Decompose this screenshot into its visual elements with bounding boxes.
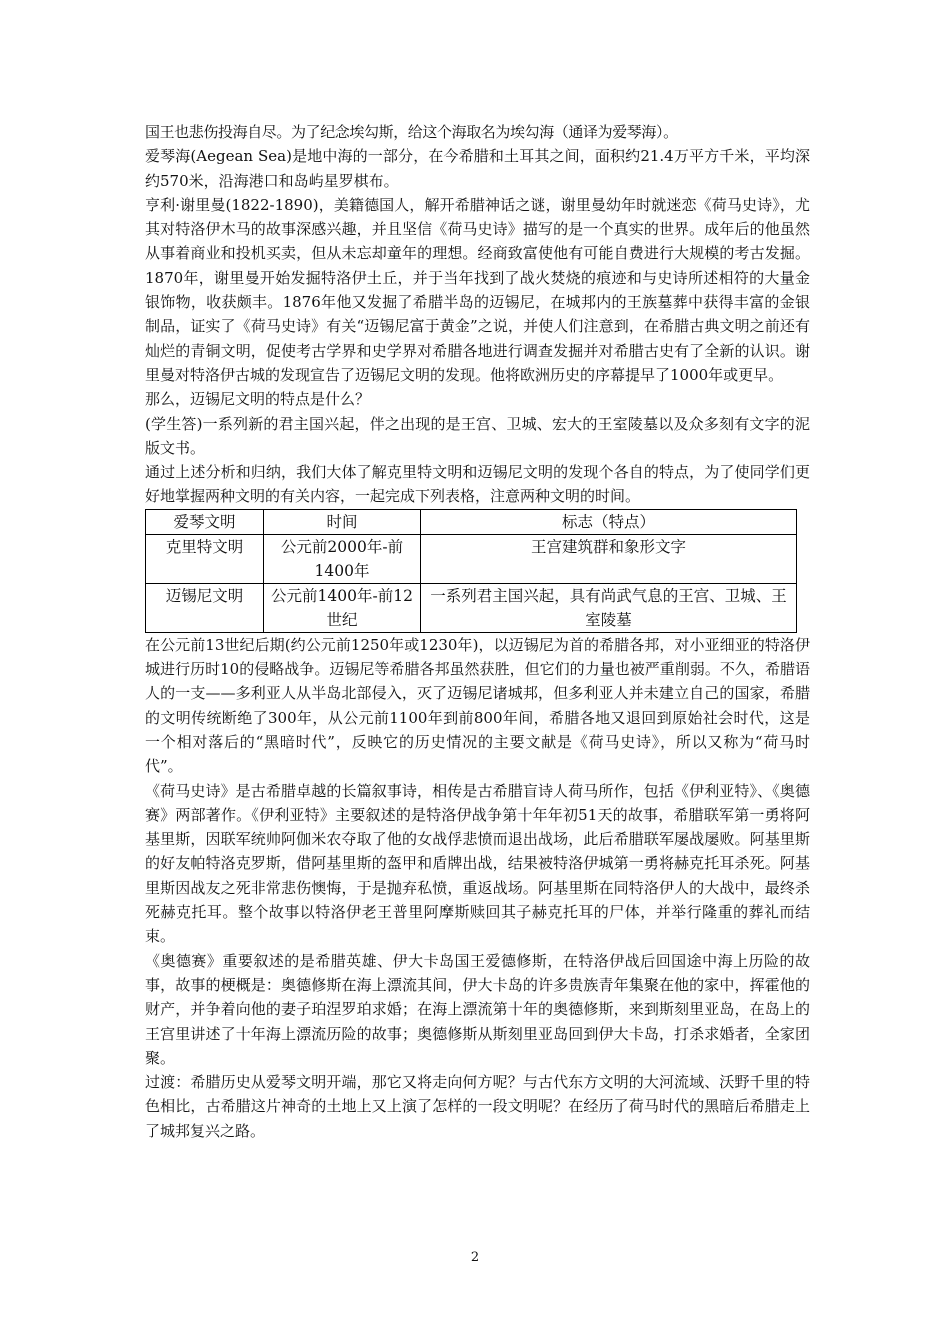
table-cell: 王宫建筑群和象形文字 bbox=[421, 534, 797, 583]
paragraph-transition: 过渡：希腊历史从爱琴文明开端，那它又将走向何方呢？与古代东方文明的大河流域、沃野千里的特色相比，古希腊这片神奇的土地上又上演了怎样的一段文明呢？在经历了荷马时代的黑暗后希腊走上了城邦复兴之路。 bbox=[145, 1073, 810, 1140]
paragraph-table-intro: 通过上述分析和归纳，我们大体了解克里特文明和迈锡尼文明的发现个各自的特点，为了使同学们更好地掌握两种文明的有关内容，一起完成下列表格，注意两种文明的时间。 bbox=[145, 463, 810, 506]
page-number: 2 bbox=[470, 1250, 480, 1265]
table-cell: 公元前1400年-前12世纪 bbox=[264, 583, 421, 632]
table-header-cell: 标志（特点） bbox=[421, 509, 797, 534]
table-header-row bbox=[146, 509, 797, 534]
table-cell: 公元前2000年-前1400年 bbox=[264, 534, 421, 583]
civilization-table bbox=[145, 509, 797, 633]
paragraph-question: 那么，迈锡尼文明的特点是什么？ bbox=[145, 390, 371, 409]
paragraph-schliemann: 亨利·谢里曼(1822-1890)，美籍德国人，解开希腊神话之谜，谢里曼幼年时就迷恋《荷马史诗》，尤其对特洛伊木马的故事深感兴趣，并且坚信《荷马史诗》描写的是一个真实的世界。成年后的他虽然从事着商业和投机买卖，但从未忘却童年的理想。经商致富使他有可能自费进行大规模的考古发掘。1870年，谢里曼开始发掘特洛伊土丘，并于当年找到了战火焚烧的痕迹和与史诗所述相符的大量金银饰物，收获颇丰。1876年他又发掘了希腊半岛的迈锡尼，在城邦内的王族墓葬中获得丰富的金银制品，证实了《荷马史诗》有关“迈锡尼富于黄金”之说，并使人们注意到，在希腊古典文明之前还有灿烂的青铜文明，促使考古学界和史学界对希腊各地进行调查发掘并对希腊古史有了全新的认识。谢里曼对特洛伊古城的发现宣告了迈锡尼文明的发现。他将欧洲历史的序幕提早了1000年或更早。 bbox=[145, 195, 810, 384]
table-row bbox=[146, 534, 797, 583]
paragraph-aegean-sea: 爱琴海(Aegean Sea)是地中海的一部分，在今希腊和土耳其之间，面积约21.4万平方千米，平均深约570米，沿海港口和岛屿星罗棋布。 bbox=[145, 147, 810, 190]
paragraph-odyssey: 《奥德赛》重要叙述的是希腊英雄、伊大卡岛国王爱德修斯，在特洛伊战后回国途中海上历险的故事，故事的梗概是：奥德修斯在海上漂流其间，伊大卡岛的许多贵族青年集聚在他的家中，挥霍他的财产，并争着向他的妻子珀涅罗珀求婚；在海上漂流第十年的奥德修斯，来到斯刻里亚岛，在岛上的王宫里讲述了十年海上漂流历险的故事；奥德修斯从斯刻里亚岛回到伊大卡岛，打杀求婚者，全家团聚。 bbox=[145, 951, 810, 1067]
table-cell: 迈锡尼文明 bbox=[146, 583, 264, 632]
table-cell: 克里特文明 bbox=[146, 534, 264, 583]
table-header-cell: 时间 bbox=[264, 509, 421, 534]
paragraph-student-answer: (学生答)一系列新的君主国兴起，伴之出现的是王宫、卫城、宏大的王室陵墓以及众多刻有文字的泥版文书。 bbox=[145, 414, 810, 457]
paragraph-aegean-naming: 国王也悲伤投海自尽。为了纪念埃勾斯，给这个海取名为埃勾海（通译为爱琴海）。 bbox=[145, 123, 678, 141]
document-body bbox=[145, 120, 810, 1143]
paragraph-homer-era: 在公元前13世纪后期(约公元前1250年或1230年)，以迈锡尼为首的希腊各邦，对小亚细亚的特洛伊城进行历时10的侵略战争。迈锡尼等希腊各邦虽然获胜，但它们的力量也被严重削弱。不久，希腊语人的一支——多利亚人从半岛北部侵入，灭了迈锡尼诸城邦，但多利亚人并未建立自己的国家，希腊的文明传统断绝了300年，从公元前1100年到前800年间，希腊各地又退回到原始社会时代，这是一个相对落后的“黑暗时代”，反映它的历史情况的主要文献是《荷马史诗》，所以又称为“荷马时代”。 bbox=[145, 635, 810, 776]
paragraph-iliad: 《荷马史诗》是古希腊卓越的长篇叙事诗，相传是古希腊盲诗人荷马所作，包括《伊利亚特》、《奥德赛》两部著作。《伊利亚特》主要叙述的是特洛伊战争第十年年初51天的故事，希腊联军第一勇将阿基里斯，因联军统帅阿伽米农夺取了他的女战俘悲愤而退出战场，此后希腊联军屡战屡败。阿基里斯的好友帕特洛克罗斯，借阿基里斯的盔甲和盾牌出战，结果被特洛伊城第一勇将赫克托耳杀死。阿基里斯因战友之死非常悲伤懊悔，于是抛弃私愤，重返战场。阿基里斯在同特洛伊人的大战中，最终杀死赫克托耳。整个故事以特洛伊老王普里阿摩斯赎回其子赫克托耳的尸体，并举行隆重的葬礼而结束。 bbox=[145, 781, 810, 946]
table-row bbox=[146, 583, 797, 632]
table-header-cell: 爱琴文明 bbox=[146, 509, 264, 534]
table-cell: 一系列君主国兴起，具有尚武气息的王宫、卫城、王室陵墓 bbox=[421, 583, 797, 632]
